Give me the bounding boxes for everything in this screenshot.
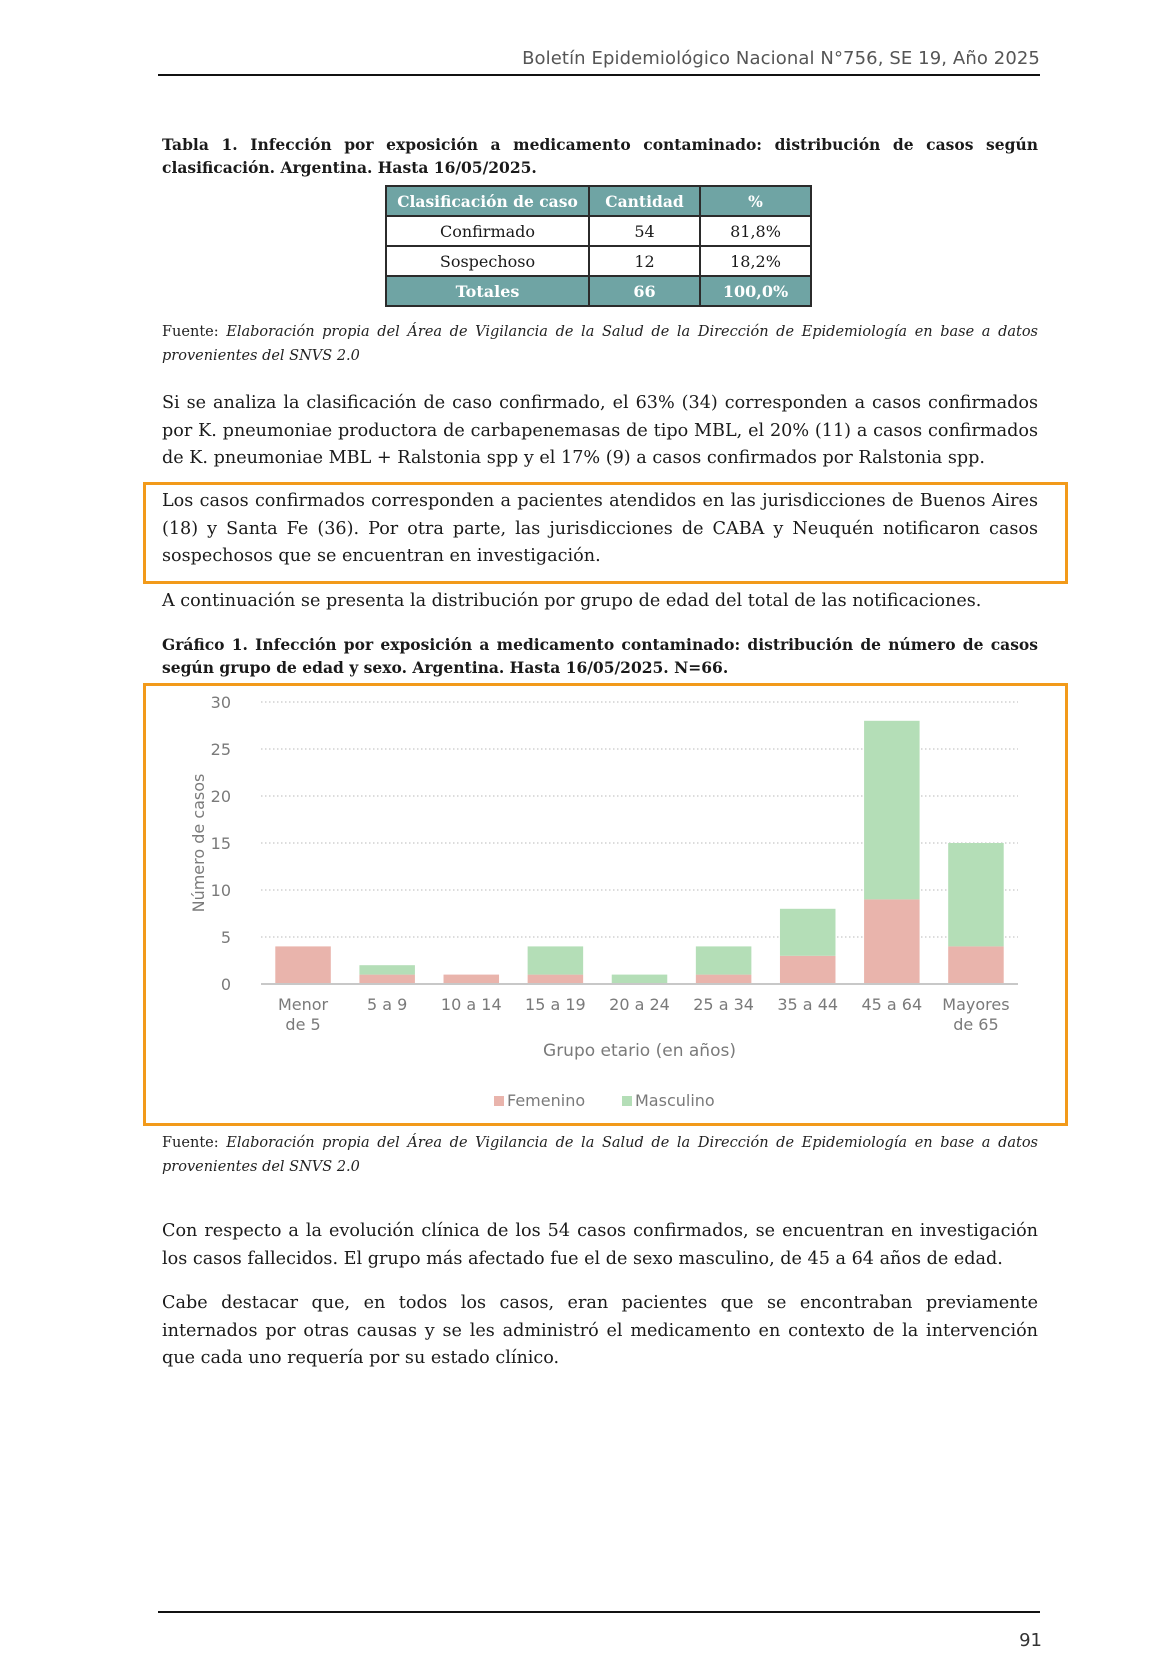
bar-segment-femenino (528, 975, 584, 984)
legend-label-masculino: Masculino (635, 1091, 715, 1110)
x-tick-label: 5 a 9 (366, 995, 408, 1014)
y-axis-title: Número de casos (189, 773, 208, 913)
column-header: Clasificación de caso (386, 186, 589, 216)
bar-segment-femenino (444, 975, 500, 984)
chart-source-note (162, 1131, 1038, 1179)
bar-segment-femenino (780, 956, 836, 984)
bar-segment-masculino (696, 946, 752, 974)
source-label: Fuente: (162, 324, 219, 340)
paragraph-jurisdictions: Los casos confirmados corresponden a pacientes atendidos en las jurisdicciones de Buenos Aires (18) y Santa Fe (36). Por otra parte, las jurisdicciones de CABA y Neuquén notificaron casos sospechosos que se encuentran en investigación. (162, 491, 1038, 566)
bar-segment-masculino (780, 909, 836, 956)
column-header: % (700, 186, 811, 216)
table-caption: Tabla 1. Infección por exposición a medicamento contaminado: distribución de casos según clasificación. Argentina. Hasta 16/05/2025. (162, 135, 1038, 177)
table-cell: Totales (386, 276, 589, 306)
paragraph-classification: Si se analiza la clasificación de caso confirmado, el 63% (34) corresponden a casos confirmados por K. pneumoniae productora de carbapenemasas de tipo MBL, el 20% (11) a casos confirmados de K. pneumoniae MBL + Ralstonia spp y el 17% (9) a casos confirmados por Ralstonia spp. (162, 393, 1038, 468)
table-row (386, 216, 811, 246)
y-tick-label: 20 (210, 787, 231, 806)
paragraph-clinical-evolution: Con respecto a la evolución clínica de los 54 casos confirmados, se encuentran en investigación los casos fallecidos. El grupo más afectado fue el de sexo masculino, de 45 a 64 años de edad. (162, 1221, 1038, 1269)
table-source-note (162, 320, 1038, 368)
table-cell: 66 (589, 276, 700, 306)
x-tick-label: 20 a 24 (609, 995, 670, 1014)
legend-swatch-masculino (622, 1096, 632, 1106)
bar-segment-femenino (864, 899, 920, 984)
table-cell: 100,0% (700, 276, 811, 306)
y-tick-label: 30 (210, 693, 231, 712)
table-totals-row (386, 276, 811, 306)
source-label: Fuente: (162, 1135, 219, 1151)
x-tick-label: 35 a 44 (777, 995, 839, 1014)
legend-label-femenino: Femenino (507, 1091, 586, 1110)
x-tick-label: Menor (277, 995, 329, 1014)
x-tick-label: 45 a 64 (861, 995, 923, 1014)
table-header-row (386, 186, 811, 216)
column-header: Cantidad (589, 186, 700, 216)
x-axis-title: Grupo etario (en años) (543, 1041, 736, 1061)
y-tick-label: 10 (210, 881, 231, 900)
chart-highlight-box (143, 683, 1068, 1126)
x-tick-label: Mayores (942, 995, 1010, 1014)
bar-segment-masculino (948, 843, 1004, 946)
source-text: Elaboración propia del Área de Vigilancia de la Salud de la Dirección de Epidemiología en base a datos provenientes del SNVS 2.0 (162, 1135, 1039, 1175)
paragraph-intro-chart: A continuación se presenta la distribución por grupo de edad del total de las notificaciones. (162, 591, 982, 611)
table-cell: 18,2% (700, 246, 811, 276)
table-cell: 81,8% (700, 216, 811, 246)
header-title: Boletín Epidemiológico Nacional N°756, SE 19, Año 2025 (522, 48, 1040, 69)
y-tick-label: 0 (220, 975, 231, 994)
x-tick-label: 15 a 19 (525, 995, 586, 1014)
bar-segment-masculino (864, 721, 920, 900)
y-tick-label: 5 (220, 928, 231, 947)
footer-rule (158, 1611, 1040, 1613)
table-cell: Sospechoso (386, 246, 589, 276)
table-cell: Confirmado (386, 216, 589, 246)
y-tick-label: 15 (210, 834, 231, 853)
bar-segment-masculino (612, 975, 668, 984)
y-tick-label: 25 (210, 740, 231, 759)
bar-segment-masculino (359, 965, 415, 974)
source-text: Elaboración propia del Área de Vigilancia de la Salud de la Dirección de Epidemiología en base a datos provenientes del SNVS 2.0 (162, 324, 1039, 364)
x-tick-label: de 65 (953, 1015, 999, 1034)
chart-caption: Gráfico 1. Infección por exposición a medicamento contaminado: distribución de número de casos según grupo de edad y sexo. Argentina. Hasta 16/05/2025. N=66. (162, 635, 1038, 677)
x-tick-label: 25 a 34 (693, 995, 754, 1014)
bar-segment-masculino (528, 946, 584, 974)
x-tick-label: de 5 (285, 1015, 321, 1034)
x-tick-label: 10 a 14 (440, 995, 502, 1014)
table-cell: 12 (589, 246, 700, 276)
bar-segment-femenino (359, 975, 415, 984)
table-cell: 54 (589, 216, 700, 246)
table-row (386, 246, 811, 276)
paragraph-context: Cabe destacar que, en todos los casos, eran pacientes que se encontraban previamente internados por otras causas y se les administró el medicamento en contexto de la intervención que cada uno requería por su estado clínico. (162, 1293, 1038, 1368)
classification-table (385, 185, 812, 307)
header-rule (158, 74, 1040, 76)
bar-segment-femenino (275, 946, 331, 984)
bar-segment-femenino (696, 975, 752, 984)
page-number: 91 (1019, 1630, 1042, 1651)
age-sex-bar-chart (146, 686, 1065, 1123)
legend-swatch-femenino (494, 1096, 504, 1106)
bar-segment-femenino (948, 946, 1004, 984)
